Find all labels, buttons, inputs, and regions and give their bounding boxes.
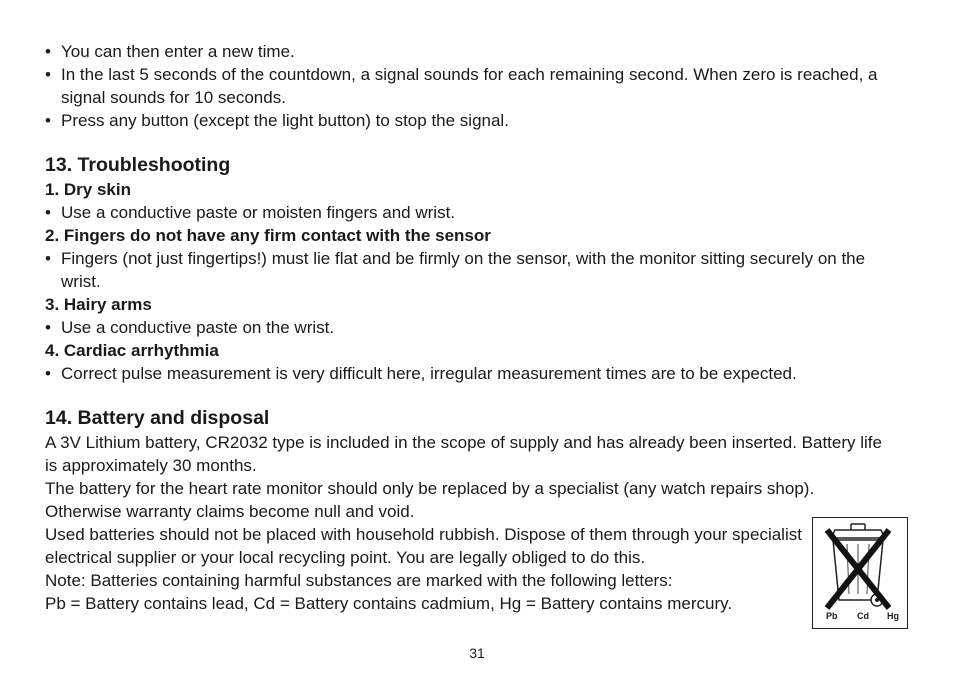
paragraph: A 3V Lithium battery, CR2032 type is included in the scope of supply and has already been inserted. Battery life is approximately 30 months. — [45, 433, 882, 475]
page-number: 31 — [469, 645, 485, 661]
subsection-heading: 3. Hairy arms — [45, 295, 152, 314]
list-item: • Fingers (not just fingertips!) must lie flat and be firmly on the sensor, with the monitor sitting securely on the wrist. — [45, 247, 895, 293]
list-item: • Use a conductive paste on the wrist. — [45, 316, 895, 339]
subsection-heading: 2. Fingers do not have any firm contact with the sensor — [45, 226, 491, 245]
list-item: • Correct pulse measurement is very difficult here, irregular measurement times are to be expected. — [45, 362, 895, 385]
list-item: • Use a conductive paste or moisten fingers and wrist. — [45, 201, 895, 224]
paragraph: The battery for the heart rate monitor should only be replaced by a specialist (any watch repairs shop). Otherwise warranty claims become null and void. — [45, 479, 815, 521]
section-title-troubleshooting: 13. Troubleshooting — [45, 154, 231, 176]
paragraph: Used batteries should not be placed with household rubbish. Dispose of them through your specialist electrical supplier or your local recycling point. You are legally obliged to do this. — [45, 525, 802, 567]
list-item: • Press any button (except the light button) to stop the signal. — [45, 109, 895, 132]
symbol-label-pb: Pb — [826, 611, 838, 621]
symbol-label-hg: Hg — [887, 611, 899, 621]
subsection-heading: 4. Cardiac arrhythmia — [45, 341, 219, 360]
list-item: • In the last 5 seconds of the countdown, a signal sounds for each remaining second. When zero is reached, a signal sounds for 10 seconds. — [45, 63, 895, 109]
subsection-heading: 1. Dry skin — [45, 180, 131, 199]
page-content — [45, 40, 895, 615]
symbol-label-cd: Cd — [857, 611, 869, 621]
paragraph: Pb = Battery contains lead, Cd = Battery contains cadmium, Hg = Battery contains mercury. — [45, 594, 733, 613]
section-title-battery: 14. Battery and disposal — [45, 407, 270, 429]
paragraph: Note: Batteries containing harmful substances are marked with the following letters: — [45, 571, 673, 590]
list-item: • You can then enter a new time. — [45, 40, 895, 63]
crossed-bin-symbol — [812, 517, 908, 629]
